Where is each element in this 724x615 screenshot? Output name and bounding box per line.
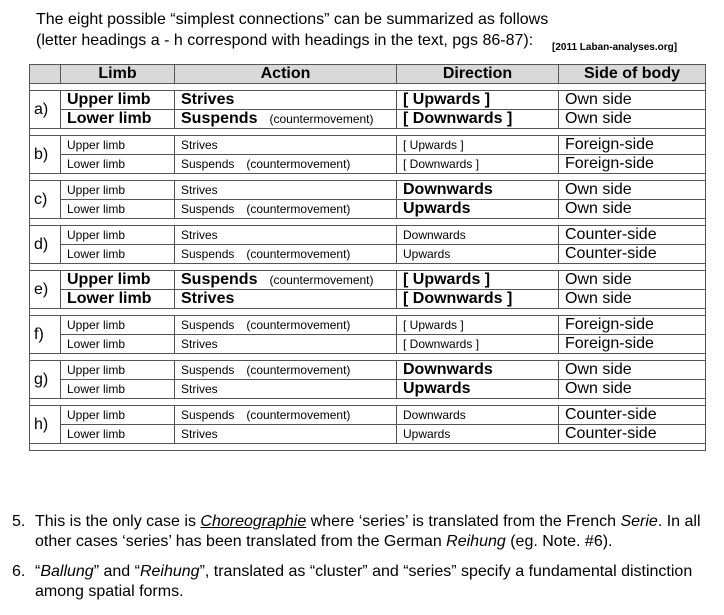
side-cell: Own side [559, 110, 706, 129]
table-row [30, 226, 706, 245]
footnote-fragment: Choreographie [200, 513, 307, 530]
header-side: Side of body [559, 65, 706, 84]
direction-cell: Upwards [397, 200, 559, 219]
group-spacer [30, 219, 706, 226]
side-cell: Foreign-side [559, 155, 706, 174]
action-cell [175, 271, 397, 290]
action-cell [175, 226, 397, 245]
action-cell [175, 406, 397, 425]
table-row [30, 406, 706, 425]
footnote-fragment: Ballung [40, 563, 94, 580]
group-spacer [30, 309, 706, 316]
group-letter: h) [30, 406, 61, 444]
header-direction: Direction [397, 65, 559, 84]
direction-cell: [ Upwards ] [397, 271, 559, 290]
footnote [12, 512, 712, 552]
group-letter: g) [30, 361, 61, 399]
spacer-cell [30, 174, 706, 181]
group-letter: e) [30, 271, 61, 309]
countermovement-text: (countermovement) [246, 318, 351, 332]
table-header-row [30, 65, 706, 84]
side-cell: Foreign-side [559, 136, 706, 155]
group-letter: a) [30, 91, 61, 129]
action-cell [175, 290, 397, 309]
countermovement-text: (countermovement) [269, 273, 374, 287]
countermovement-text: (countermovement) [269, 112, 374, 126]
action-cell [175, 316, 397, 335]
footnote-fragment: . In all other cases ‘series’ has been translated from the German [35, 513, 701, 550]
table-row [30, 181, 706, 200]
direction-cell: Downwards [397, 406, 559, 425]
group-letter: b) [30, 136, 61, 174]
direction-cell: [ Upwards ] [397, 136, 559, 155]
side-cell: Counter-side [559, 406, 706, 425]
action-text: Strives [181, 91, 235, 108]
limb-cell: Upper limb [61, 406, 175, 425]
footnote-fragment: Serie [620, 513, 658, 530]
table-row [30, 91, 706, 110]
spacer-cell [30, 309, 706, 316]
connections-table [29, 64, 706, 451]
footnote-fragment: ” and “ [93, 563, 140, 580]
side-cell: Counter-side [559, 425, 706, 444]
group-spacer [30, 399, 706, 406]
footnote-fragment: Reihung [446, 533, 506, 550]
side-cell: Foreign-side [559, 316, 706, 335]
limb-cell: Lower limb [61, 380, 175, 399]
footnote-number: 6. [12, 563, 26, 580]
spacer-cell [30, 129, 706, 136]
limb-cell: Upper limb [61, 181, 175, 200]
limb-cell: Upper limb [61, 91, 175, 110]
action-cell [175, 181, 397, 200]
countermovement-text: (countermovement) [246, 157, 351, 171]
header-action: Action [175, 65, 397, 84]
footnote [12, 562, 712, 602]
group-spacer [30, 84, 706, 91]
limb-cell: Lower limb [61, 245, 175, 264]
side-cell: Counter-side [559, 226, 706, 245]
intro-text [36, 9, 548, 51]
intro-line-2: (letter headings a - h correspond with headings in the text, pgs 86-87): [36, 32, 534, 49]
limb-cell: Upper limb [61, 136, 175, 155]
action-cell [175, 245, 397, 264]
intro-line-1: The eight possible “simplest connections” can be summarized as follows [36, 11, 549, 28]
table-row [30, 271, 706, 290]
direction-cell: [ Upwards ] [397, 91, 559, 110]
limb-cell: Lower limb [61, 425, 175, 444]
group-spacer [30, 264, 706, 271]
action-text: Suspends [181, 157, 235, 171]
action-text: Strives [181, 183, 218, 197]
limb-cell: Lower limb [61, 110, 175, 129]
countermovement-text: (countermovement) [246, 202, 351, 216]
side-cell: Counter-side [559, 245, 706, 264]
table-row [30, 425, 706, 444]
footnote-fragment: ”, translated as “cluster” and “series” specify a fundamental distinction among spatial forms. [35, 563, 693, 600]
side-cell: Own side [559, 200, 706, 219]
direction-cell: [ Downwards ] [397, 335, 559, 354]
table-row [30, 110, 706, 129]
action-cell [175, 200, 397, 219]
limb-cell: Upper limb [61, 271, 175, 290]
countermovement-text: (countermovement) [246, 363, 351, 377]
spacer-cell [30, 354, 706, 361]
group-letter: d) [30, 226, 61, 264]
action-cell [175, 91, 397, 110]
footnote-fragment: Reihung [139, 563, 200, 580]
table-row [30, 380, 706, 399]
footnote-text [35, 562, 712, 602]
group-letter: c) [30, 181, 61, 219]
action-text: Suspends [181, 363, 235, 377]
footnote-fragment: “ [35, 563, 41, 580]
footnotes [12, 512, 712, 612]
action-text: Suspends [181, 271, 258, 288]
group-spacer [30, 354, 706, 361]
group-spacer [30, 174, 706, 181]
group-spacer [30, 129, 706, 136]
limb-cell: Lower limb [61, 335, 175, 354]
action-cell [175, 155, 397, 174]
footnote-text [35, 512, 712, 552]
action-cell [175, 361, 397, 380]
spacer-cell [30, 84, 706, 91]
action-text: Strives [181, 382, 218, 396]
action-cell [175, 380, 397, 399]
limb-cell: Lower limb [61, 155, 175, 174]
direction-cell: Upwards [397, 380, 559, 399]
table-row [30, 361, 706, 380]
spacer-cell [30, 399, 706, 406]
action-cell [175, 136, 397, 155]
direction-cell: Downwards [397, 361, 559, 380]
table-row [30, 290, 706, 309]
side-cell: Own side [559, 271, 706, 290]
action-text: Suspends [181, 318, 235, 332]
countermovement-text: (countermovement) [246, 247, 351, 261]
action-text: Strives [181, 427, 218, 441]
limb-cell: Upper limb [61, 316, 175, 335]
side-cell: Own side [559, 181, 706, 200]
spacer-cell [30, 444, 706, 451]
table-row [30, 316, 706, 335]
source-credit: [2011 Laban-analyses.org] [552, 42, 678, 53]
table-body [30, 84, 706, 451]
limb-cell: Upper limb [61, 361, 175, 380]
action-text: Suspends [181, 202, 235, 216]
direction-cell: Downwards [397, 226, 559, 245]
header-limb: Limb [61, 65, 175, 84]
table-row [30, 245, 706, 264]
side-cell: Own side [559, 290, 706, 309]
action-text: Suspends [181, 247, 235, 261]
side-cell: Foreign-side [559, 335, 706, 354]
direction-cell: Downwards [397, 181, 559, 200]
limb-cell: Upper limb [61, 226, 175, 245]
action-text: Strives [181, 138, 218, 152]
action-text: Suspends [181, 408, 235, 422]
limb-cell: Lower limb [61, 200, 175, 219]
action-text: Strives [181, 228, 218, 242]
direction-cell: [ Downwards ] [397, 110, 559, 129]
action-text: Strives [181, 337, 218, 351]
table-row [30, 200, 706, 219]
direction-cell: [ Downwards ] [397, 155, 559, 174]
footnote-fragment: (eg. Note. #6). [505, 533, 613, 550]
limb-cell: Lower limb [61, 290, 175, 309]
group-spacer [30, 444, 706, 451]
direction-cell: [ Downwards ] [397, 290, 559, 309]
footnote-fragment: This is the only case is [35, 513, 201, 530]
direction-cell: [ Upwards ] [397, 316, 559, 335]
action-cell [175, 425, 397, 444]
action-text: Suspends [181, 110, 258, 127]
header-letter [30, 65, 61, 84]
action-cell [175, 110, 397, 129]
spacer-cell [30, 264, 706, 271]
countermovement-text: (countermovement) [246, 408, 351, 422]
direction-cell: Upwards [397, 245, 559, 264]
table-row [30, 155, 706, 174]
direction-cell: Upwards [397, 425, 559, 444]
footnote-number: 5. [12, 513, 26, 530]
action-cell [175, 335, 397, 354]
action-text: Strives [181, 290, 235, 307]
side-cell: Own side [559, 380, 706, 399]
side-cell: Own side [559, 91, 706, 110]
group-letter: f) [30, 316, 61, 354]
spacer-cell [30, 219, 706, 226]
table-row [30, 335, 706, 354]
side-cell: Own side [559, 361, 706, 380]
footnote-fragment: where ‘series’ is translated from the French [306, 513, 621, 530]
table-row [30, 136, 706, 155]
